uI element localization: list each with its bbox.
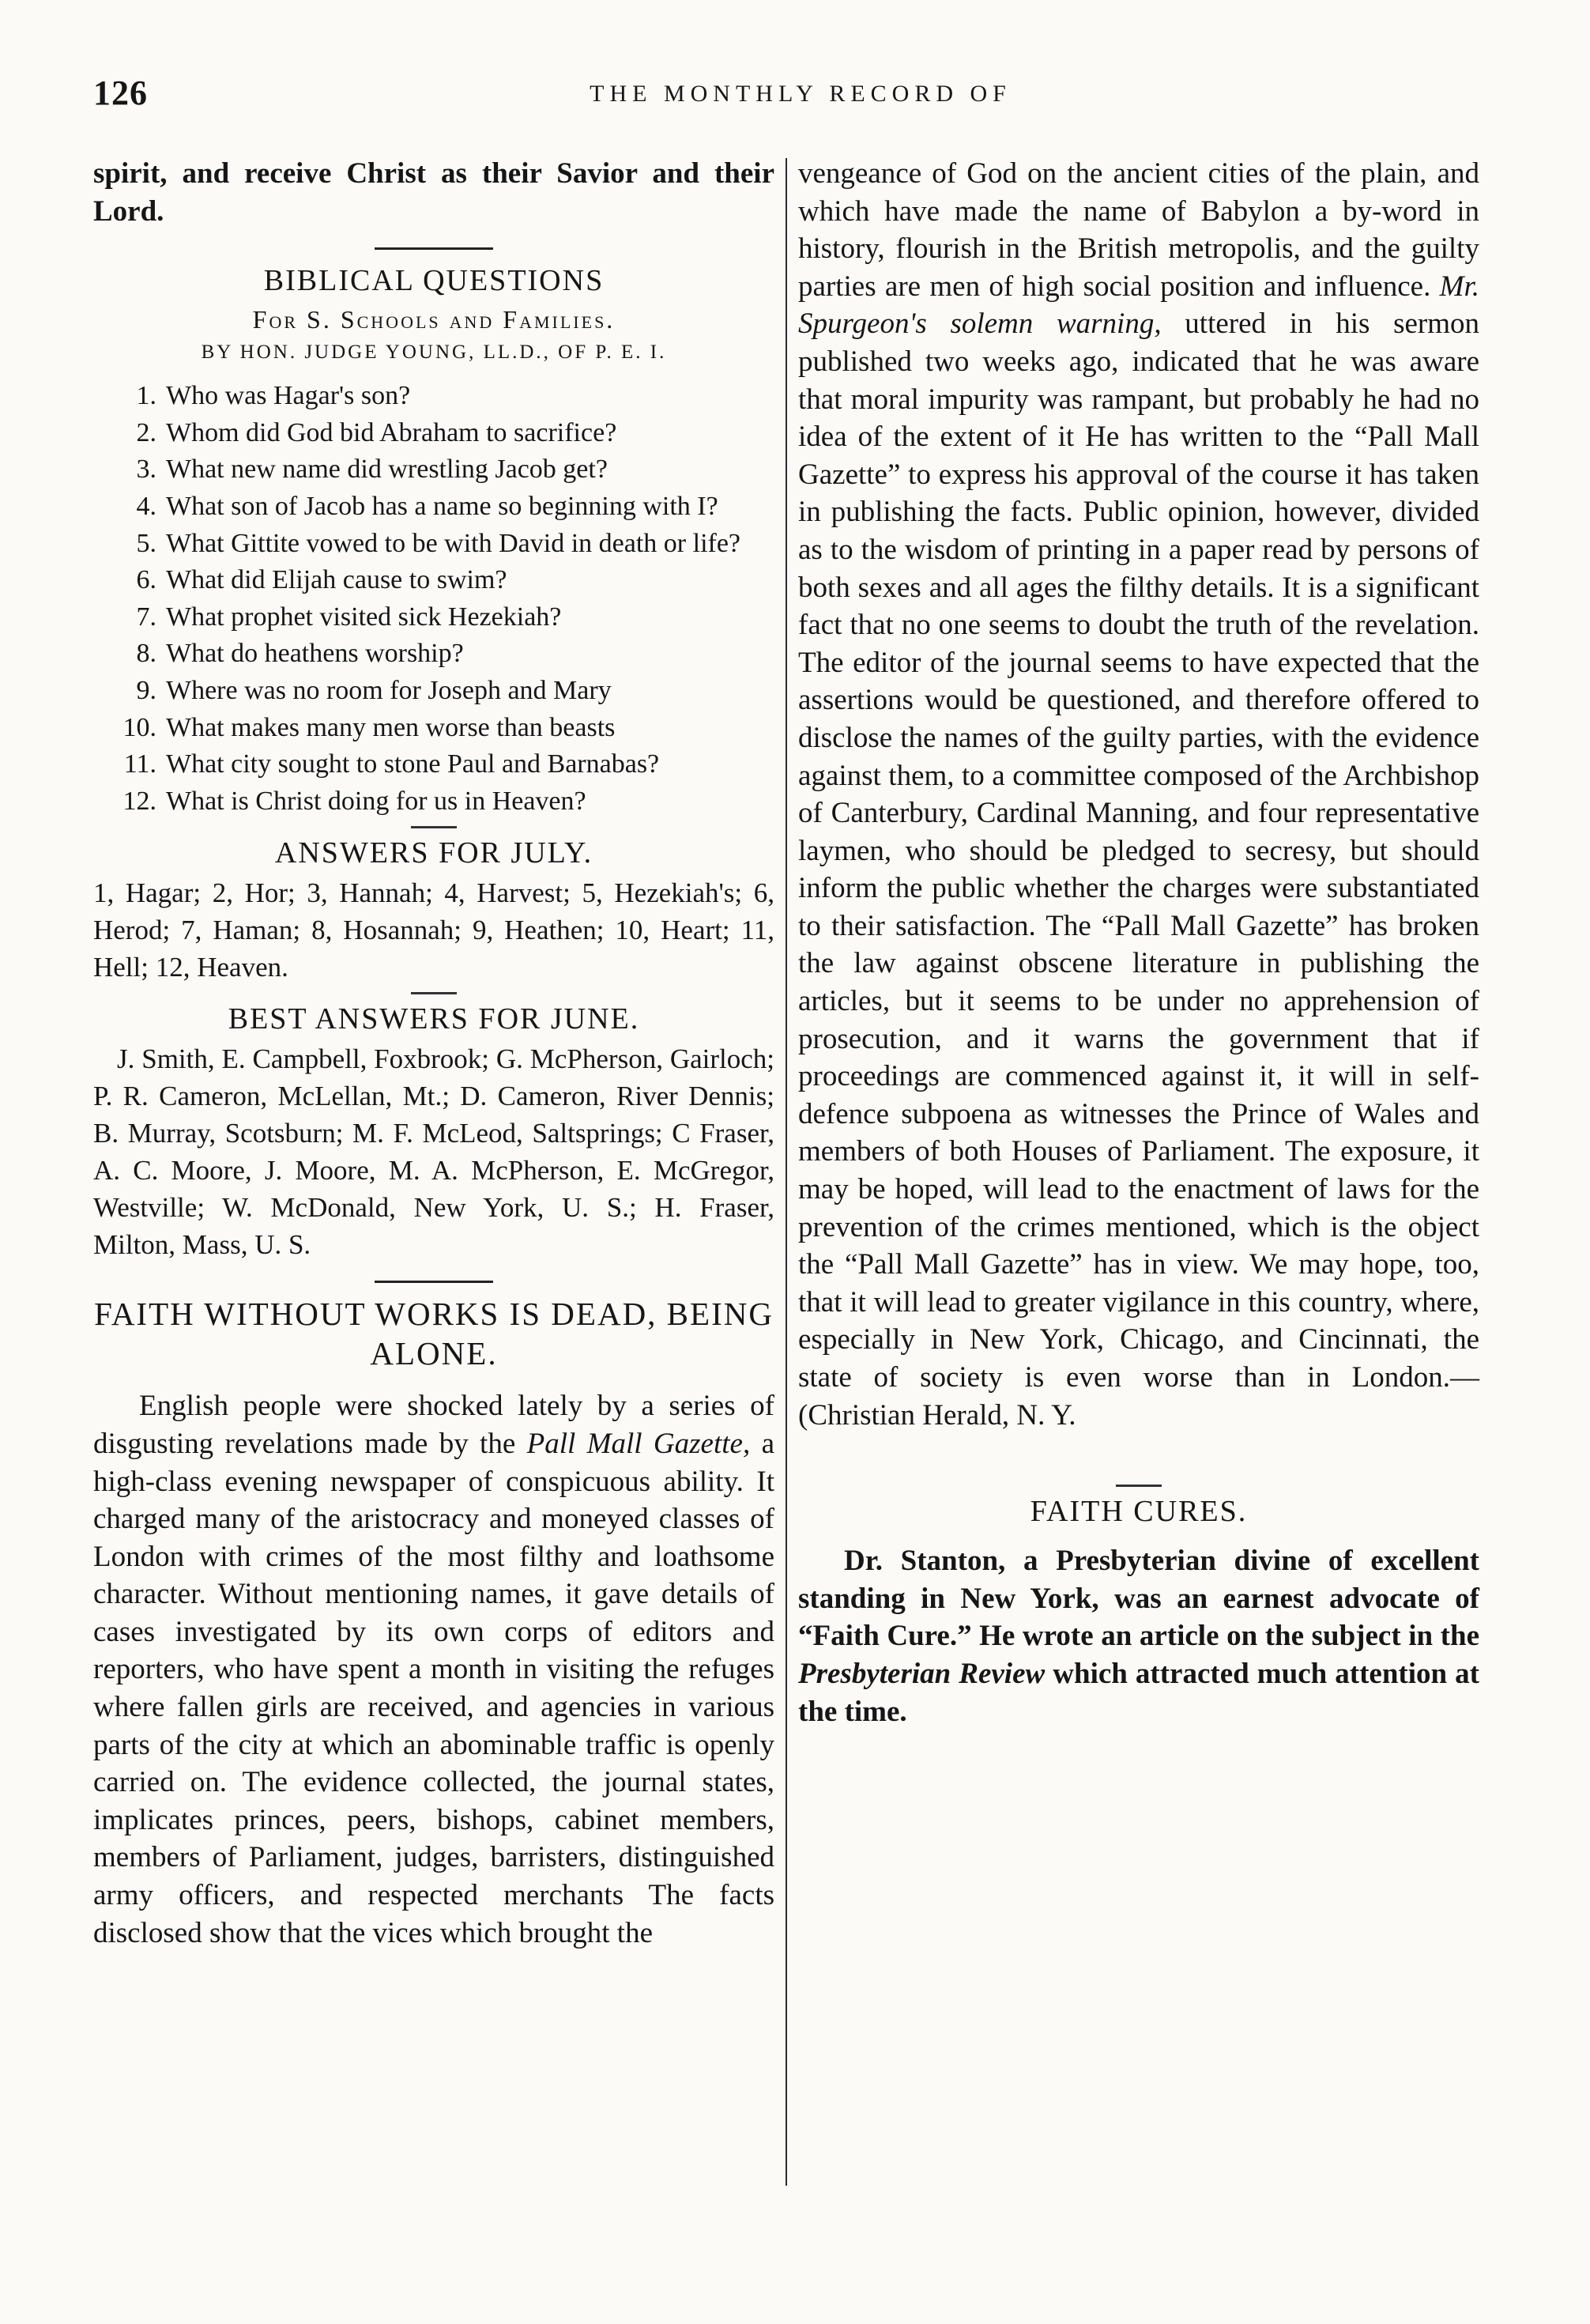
question-number: 5. <box>136 528 156 558</box>
question-number: 8. <box>136 639 156 669</box>
question-item <box>93 378 774 415</box>
question-text: What Gittite vowed to be with David in death or life? <box>166 528 741 558</box>
left-column <box>93 155 774 1952</box>
question-number: 10. <box>122 712 156 742</box>
question-text: What new name did wrestling Jacob get? <box>166 455 608 485</box>
question-number: 4. <box>136 491 156 521</box>
question-item <box>93 562 774 599</box>
cures-text-part: which attracted much attention at the time. <box>798 1657 1479 1728</box>
question-text: Whom did God bid Abraham to sacrifice? <box>166 417 617 447</box>
question-text: What do heathens worship? <box>166 639 464 669</box>
question-item <box>93 783 774 821</box>
section-divider <box>375 247 493 250</box>
question-list <box>93 378 774 820</box>
section-divider <box>411 992 457 994</box>
section-divider <box>1116 1485 1162 1487</box>
question-number: 9. <box>136 675 156 705</box>
question-item <box>93 746 774 783</box>
faith-cures-paragraph <box>798 1542 1479 1730</box>
running-head <box>93 73 1508 120</box>
column-divider <box>786 158 787 2186</box>
question-number: 1. <box>136 381 156 411</box>
question-text: What prophet visited sick Hezekiah? <box>166 602 562 632</box>
best-answers-title: BEST ANSWERS FOR JUNE. <box>228 1002 640 1036</box>
question-item <box>93 526 774 563</box>
question-number: 6. <box>136 565 156 595</box>
spurgeon-reference: Mr. Spurgeon's solemn warning, <box>798 270 1479 341</box>
faith-text-part: uttered in his sermon published two weeks ago, indicated that he was aware that moral impurity was rampant, but probably he had no idea of the extent of it He has written to the “Pall Mall Gazette” to express his approval of the course it has taken in publishing the facts. Public opinion, however, divided as to the wisdom of printing in a paper read by persons of both sexes and all ages the filthy details. It is a significant fact that no one seems to doubt the truth of the revelation. The editor of the journal seems to have expected that the assertions would be questioned, and therefore offered to disclose the names of the guilty parties, with the evidence against them, to a committee composed of the Archbishop of Canterbury, Cardinal Manning, and four representative laymen, who should be pledged to secresy, but should inform the public whether the charges were substantiated to their satisfaction. The “Pall Mall Gazette” has broken the law against obscene literature in publishing the articles, but it seems to be under no apprehension of prosecution, and it warns the government that if proceedings are commenced against it, it will in self-defence subpoena as witnesses the Prince of Wales and members of both Houses of Parliament. The exposure, it may be hoped, will lead to the enactment of laws for the prevention of the crimes mentioned, which is the object the “Pall Mall Gazette” has in view. We may hope, too, that it will lead to greater vigilance in this country, where, especially in New York, Chicago, and Cincinnati, the state of society is even worse than in London.—(Christian Herald, N. Y. <box>798 307 1479 1432</box>
faith-article-paragraph <box>93 1387 774 1952</box>
questions-title: BIBLICAL QUESTIONS <box>263 264 605 298</box>
question-number: 3. <box>136 455 156 485</box>
question-text: Where was no room for Joseph and Mary <box>166 675 612 705</box>
faith-text-part: a high-class evening newspaper of conspicuous ability. It charged many of the aristocracy and moneyed classes of London with crimes of the most filthy and loathsome character. Without mentioning names, it gave details of cases investigated by its own corps of editors and reporters, who have spent a month in visiting the refuges where fallen girls are received, and agencies in various parts of the city at which an abominable traffic is openly carried on. The evidence collected, the journal states, implicates princes, peers, bishops, cabinet members, members of Parliament, judges, barristers, distinguished army officers, and respected merchants The facts disclosed show that the vices which brought the <box>93 1427 775 1949</box>
answers-text: 1, Hagar; 2, Hor; 3, Hannah; 4, Harvest; 5, Hezekiah's; 6, Herod; 7, Haman; 8, Hosannah; 9, Heathen; 10, Heart; 11, Hell; 12, Heaven. <box>93 877 774 983</box>
cures-text-part: Dr. Stanton, a Presbyterian divine of excellent standing in New York, was an earnest advocate of “Faith Cure.” He wrote an article on the subject in the <box>798 1545 1479 1653</box>
question-item <box>93 710 774 747</box>
question-number: 2. <box>136 417 156 447</box>
question-text: What son of Jacob has a name so beginning with I? <box>166 491 718 521</box>
question-item <box>93 636 774 673</box>
questions-subtitle: For S. Schools and Families. <box>252 305 616 334</box>
running-title: THE MONTHLY RECORD OF <box>590 81 1012 107</box>
faith-article-continuation <box>798 155 1479 1434</box>
question-text: What makes many men worse than beasts <box>166 712 616 742</box>
review-name: Presbyterian Review <box>798 1657 1046 1690</box>
question-item <box>93 415 774 452</box>
question-text: Who was Hagar's son? <box>166 381 411 411</box>
question-item <box>93 451 774 489</box>
question-number: 12. <box>122 786 156 816</box>
opening-text: spirit, and receive Christ as their Savior and their Lord. <box>93 157 774 228</box>
question-item <box>93 673 774 710</box>
question-text: What did Elijah cause to swim? <box>166 565 507 595</box>
faith-text-part: English people were shocked lately by a series of disgusting revelations made by the <box>93 1390 774 1460</box>
best-answers-text: J. Smith, E. Campbell, Foxbrook; G. McPherson, Gairloch; P. R. Cameron, McLellan, Mt.; D. Cameron, River Dennis; B. Murray, Scotsburn; M. F. McLeod, Saltsprings; C Fraser, A. C. Moore, J. Moore, M. A. McPherson, E. McGregor, Westville; W. McDonald, New York, U. S.; H. Fraser, Milton, Mass, U. S. <box>93 1043 774 1261</box>
faith-article-title: FAITH WITHOUT WORKS IS DEAD, BEING ALONE. <box>94 1296 774 1372</box>
faith-cures-title: FAITH CURES. <box>1030 1495 1248 1529</box>
questions-byline: BY HON. JUDGE YOUNG, LL.D., OF P. E. I. <box>201 341 667 364</box>
faith-text-part: vengeance of God on the ancient cities of the plain, and which have made the name of Babylon a by-word in history, flourish in the British metropolis, and the guilty parties are men of high social position and influence. <box>798 157 1479 303</box>
question-item <box>93 489 774 526</box>
question-item <box>93 599 774 636</box>
question-text: What city sought to stone Paul and Barnabas? <box>166 749 660 779</box>
section-divider <box>411 826 457 828</box>
right-column <box>798 155 1479 1730</box>
section-divider <box>375 1281 493 1283</box>
question-text: What is Christ doing for us in Heaven? <box>166 786 586 816</box>
answers-title: ANSWERS FOR JULY. <box>274 836 593 870</box>
question-number: 11. <box>123 749 156 779</box>
question-number: 7. <box>136 602 156 632</box>
section-spacer <box>798 1434 1479 1478</box>
newspaper-name: Pall Mall Gazette, <box>526 1427 751 1460</box>
page-number: 126 <box>93 74 148 112</box>
